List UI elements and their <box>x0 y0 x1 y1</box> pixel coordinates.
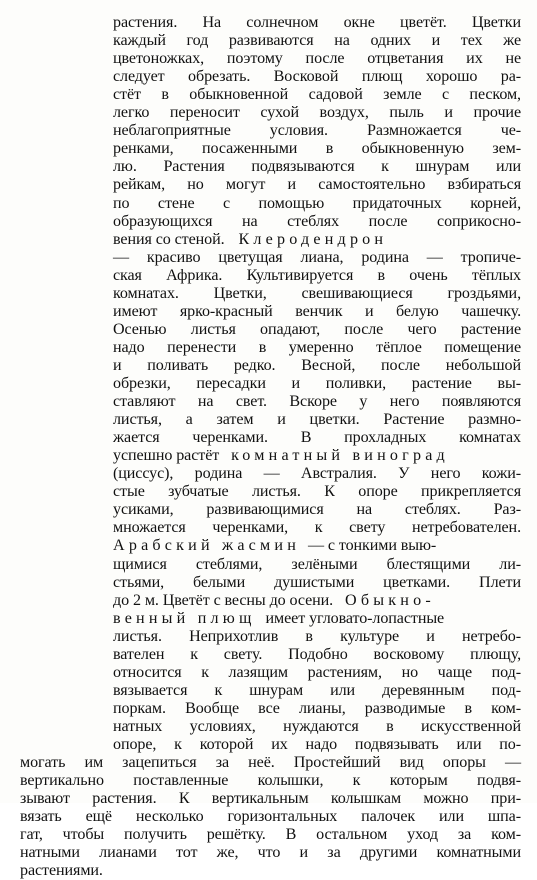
text-line: следует обрезать. Восковой плющ хорошо ра- <box>113 68 521 86</box>
text-line: и поливать редко. Весной, после небольшой <box>113 356 521 374</box>
text-line: Осенью листья опадают, после чего растение <box>113 320 521 338</box>
text-line: усиками, развивающимися на стеблях. Раз- <box>113 501 521 519</box>
plant-name-clerodendron: Клеродендрон <box>238 230 388 248</box>
text-line: — красиво цветущая лиана, родина — тропиче- <box>113 248 521 266</box>
text-line: опоре, к которой их надо подвязывать или по- <box>113 736 521 753</box>
text-line: жается черенками. В прохладных комнатах <box>113 429 521 447</box>
text-line: листья, а затем и цветки. Растение размно- <box>113 411 521 429</box>
text-line: образующихся на стеблях после соприкосно- <box>113 212 521 230</box>
text-line: листья. Неприхотлив в культуре и нетребо- <box>113 627 521 645</box>
text-line: ставляют на свет. Вскоре у него появляются <box>113 393 521 411</box>
text-line <box>113 231 521 249</box>
text-fragment: успешно растёт <box>113 447 220 465</box>
plant-name-ivy-part2: венный плющ <box>113 609 256 627</box>
text-line: щимися стеблями, зелёными блестящими ли- <box>113 555 521 573</box>
text-line: стьями, белыми душистыми цветками. Плети <box>113 573 521 591</box>
text-line: стые зубчатые листья. К опоре прикрепляется <box>113 483 521 501</box>
text-fragment: до 2 м. Цветёт с весны до осени. <box>113 591 334 609</box>
text-line: ская Африка. Культивируется в очень тёплых <box>113 266 521 284</box>
text-line: относится к лазящим растениям, но чаще под- <box>113 663 521 681</box>
text-line: натными лианами тот же, что и за другими комнатными <box>20 844 521 862</box>
text-line: рейкам, но могут и самостоятельно взбираться <box>113 176 521 194</box>
text-line: поркам. Вообще все лианы, разводимые в ком- <box>113 699 521 717</box>
text-line: могать им зацепиться за неё. Простейший вид опоры — <box>20 754 521 772</box>
text-line: вязывается к шнурам или деревянным под- <box>113 681 521 699</box>
text-line: гат, чтобы получить решётку. В остальном уход за ком- <box>20 826 521 844</box>
text-line: обрезки, пересадки и поливки, растение вы- <box>113 375 521 392</box>
text-line: вателен к свету. Подобно восковому плющу, <box>113 645 521 663</box>
text-line: зывают растения. К вертикальным колышкам можно при- <box>20 790 521 808</box>
text-line: лю. Растения подвязываются к шнурам или <box>113 158 521 176</box>
text-line <box>113 447 521 465</box>
text-fragment: вения со стеной. <box>113 230 225 248</box>
text-line: стёт в обыкновенной садовой земле с песком, <box>113 86 521 104</box>
text-line <box>113 610 521 628</box>
text-fragment: — с тонкими выю- <box>307 537 437 555</box>
text-line: вязать ещё несколько горизонтальных палочек или шпа- <box>20 808 521 826</box>
text-line: натных условиях, нуждаются в искусственной <box>113 717 521 735</box>
text-line: множается черенками, к свету нетребователен. <box>113 519 521 537</box>
text-line: цветоножках, поэтому после отцветания их не <box>113 50 521 68</box>
plant-name-grape: комнатный виноград <box>231 447 449 465</box>
text-line: по стене с помощью придаточных корней, <box>113 194 521 212</box>
text-line: вертикально поставленные колышки, к которым подвя- <box>20 772 521 790</box>
plant-name-jasmine: Арабский жасмин <box>113 537 301 555</box>
text-line: легко переносит сухой воздух, пыль и прочие <box>113 104 521 122</box>
text-line <box>113 537 521 555</box>
text-line: растения. На солнечном окне цветёт. Цветки <box>113 14 521 31</box>
text-line: комнатах. Цветки, свешивающиеся гроздьями, <box>113 284 521 302</box>
text-line <box>113 592 521 610</box>
text-line: имеют ярко-красный венчик и белую чашечку. <box>113 302 521 320</box>
text-line: каждый год развиваются на одних и тех же <box>113 32 521 50</box>
text-line: ренками, посаженными в обыкновенную зем- <box>113 140 521 158</box>
text-line: надо перенести в умеренно тёплое помещение <box>113 338 521 356</box>
plant-name-ivy-part1: Обыкно- <box>345 591 435 609</box>
text-line: растениями. <box>20 862 103 880</box>
text-line: (циссус), родина — Австралия. У него кожи- <box>113 465 521 483</box>
text-line: неблагоприятные условия. Размножается че- <box>113 122 521 140</box>
text-fragment: имеет угловато-лопастные <box>265 609 445 627</box>
